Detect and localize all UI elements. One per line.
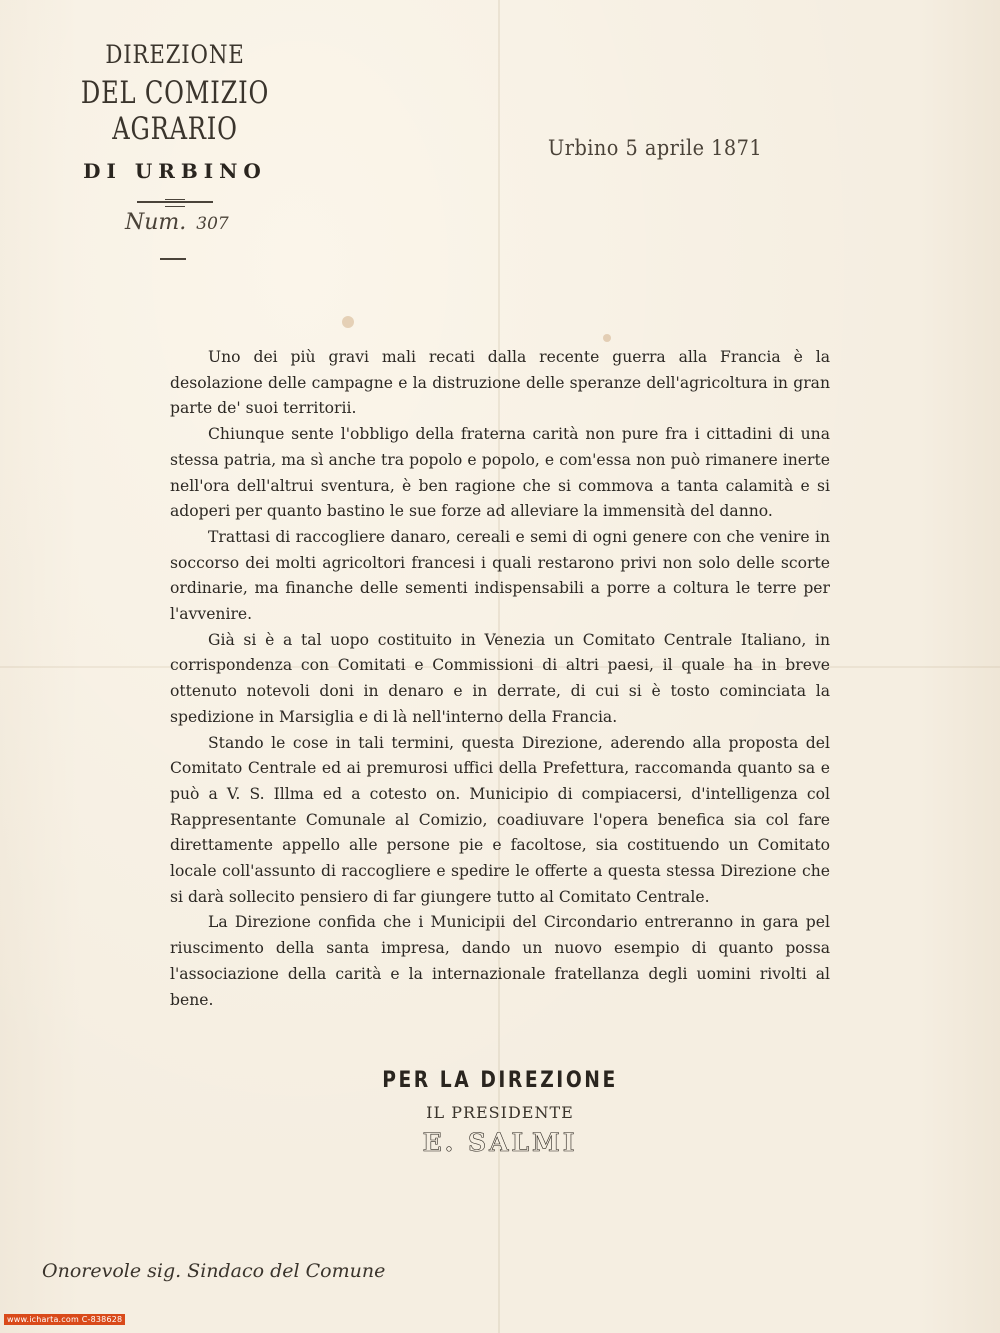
signature-block bbox=[330, 1068, 670, 1157]
letter-date: Urbino 5 aprile 1871 bbox=[548, 136, 763, 160]
body-paragraph: Chiunque sente l'obbligo della fraterna carità non pure fra i cittadini di una stessa patria, ma sì anche tra popolo e popolo, e com'essa non può rimanere inerte nell'ora dell'altrui sventura, è ben ragione che si commova a tanta calamità e si adoperi per quanto bastino le sue forze ad alleviare la immensità del danno. bbox=[170, 425, 830, 521]
reference-label: Num. bbox=[125, 210, 187, 235]
signature-title: PER LA DIREZIONE bbox=[382, 1068, 618, 1093]
signature-role: IL PRESIDENTE bbox=[426, 1103, 574, 1122]
reference-number bbox=[125, 210, 229, 235]
letter-body bbox=[170, 345, 830, 1013]
watermark-label: www.icharta.com C-838628 bbox=[4, 1314, 125, 1325]
letterhead-line-1: DIREZIONE bbox=[105, 40, 245, 69]
letterhead-ornament bbox=[137, 201, 213, 203]
body-paragraph: Stando le cose in tali termini, questa Direzione, aderendo alla proposta del Comitato Centrale ed ai premurosi uffici della Prefettura, raccomanda quanto sa e può a V. S. Illma ed a cotesto on. Municipio di compiacersi, d'intelligenza col Rappresentante Comunale al Comizio, coadiuvare l'opera benefica sia col fare direttamente appello alle persone pie e facoltose, sia costituendo un Comitato locale coll'assunto di raccogliere e spedire le offerte a questa stessa Direzione che si darà sollecito pensiero di far giungere tutto al Comitato Centrale. bbox=[170, 733, 830, 906]
body-paragraph: La Direzione confida che i Municipii del Circondario entreranno in gara pel riuscimento della santa impresa, dando un nuovo esempio di quanto possa l'associazione della carità e la internazionale fratellanza degli uomini rivolti al bene. bbox=[170, 913, 830, 1009]
body-paragraph: Già si è a tal uopo costituito in Venezia un Comitato Centrale Italiano, in corrispondenza con Comitati e Commissioni di altri paesi, il quale ha in breve ottenuto notevoli doni in denaro e in derrate, di cui si è tosto cominciata la spedizione in Marsiglia e di là nell'interno della Francia. bbox=[170, 630, 830, 726]
letterhead-line-3: DI URBINO bbox=[83, 159, 267, 183]
addressee-line: Onorevole sig. Sindaco del Comune bbox=[42, 1260, 386, 1282]
signature-name: E. SALMI bbox=[422, 1128, 578, 1157]
body-paragraph: Uno dei più gravi mali recati dalla recente guerra alla Francia è la desolazione delle campagne e la distruzione delle speranze dell'agricoltura in gran parte de' suoi territorii. bbox=[170, 348, 830, 418]
reference-value: 307 bbox=[196, 214, 229, 234]
paper-stain bbox=[603, 334, 611, 342]
paper-stain bbox=[342, 316, 354, 328]
reference-divider bbox=[160, 258, 186, 260]
letterhead-line-2: DEL COMIZIO AGRARIO bbox=[80, 75, 270, 147]
letterhead bbox=[30, 40, 320, 203]
body-paragraph: Trattasi di raccogliere danaro, cereali e semi di ogni genere con che venire in soccorso dei molti agricoltori francesi i quali restarono privi non solo delle scorte ordinarie, ma finanche delle sementi indispensabili a porre a coltura le terre per l'avvenire. bbox=[170, 527, 830, 624]
